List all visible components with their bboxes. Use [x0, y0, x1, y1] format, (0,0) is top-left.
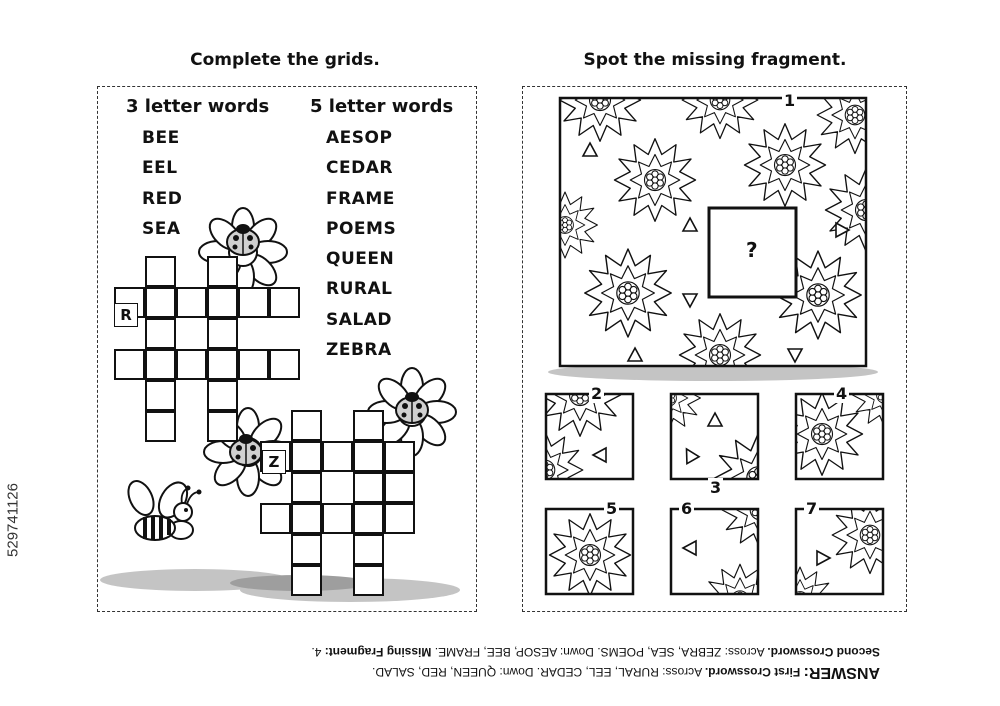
word-item: AESOP	[326, 128, 393, 148]
option-number-2: 2	[591, 384, 603, 403]
answer-second-title: Second Crossword.	[767, 645, 880, 659]
left-panel-title: Complete the grids.	[190, 50, 380, 70]
option-number-4: 4	[836, 384, 848, 403]
fragment-option-3	[636, 365, 802, 522]
word-item: CEDAR	[326, 158, 393, 179]
word-item: SEA	[142, 218, 181, 239]
answer-fragment-title: Missing Fragment:	[324, 645, 432, 659]
answer-first-title: First Crossword.	[704, 665, 801, 679]
fragment-option-6	[671, 472, 798, 636]
right-panel-title: Spot the missing fragment.	[583, 50, 847, 70]
word-item: SALAD	[326, 309, 393, 330]
answer-first-text: Across: RURAL, EEL, CEDAR. Down: QUEEN, RED, SALAD.	[372, 665, 703, 679]
word-item: QUEEN	[326, 249, 395, 270]
option-number-6: 6	[681, 499, 693, 518]
answer-key	[180, 642, 880, 682]
given-letter-cell: R	[114, 303, 138, 327]
answer-second-text: Across: ZEBRA, SEA, POEMS. Down: AESOP, BEE, FRAME.	[434, 645, 765, 659]
fragment-option-5	[546, 509, 633, 596]
question-mark: ?	[746, 238, 758, 262]
option-number-3: 3	[710, 478, 722, 497]
word-item: RURAL	[326, 279, 393, 300]
word-item: RED	[142, 188, 183, 209]
given-letter-cell: Z	[262, 450, 286, 474]
option-number-5: 5	[606, 499, 618, 518]
word-item: BEE	[142, 128, 180, 148]
word-item: ZEBRA	[326, 340, 392, 361]
word-item: EEL	[142, 158, 178, 179]
option-number-7: 7	[806, 499, 818, 518]
five-letter-heading: 5 letter words	[310, 96, 454, 117]
answer-label: ANSWER:	[803, 664, 880, 681]
word-item: POEMS	[326, 218, 397, 239]
stock-id: 529741126	[4, 483, 22, 557]
answer-fragment-value: 4.	[311, 645, 322, 659]
fragment-option-7	[768, 497, 908, 634]
main-pattern-number: 1	[784, 91, 796, 110]
word-item: FRAME	[326, 188, 395, 209]
three-letter-heading: 3 letter words	[126, 96, 270, 117]
